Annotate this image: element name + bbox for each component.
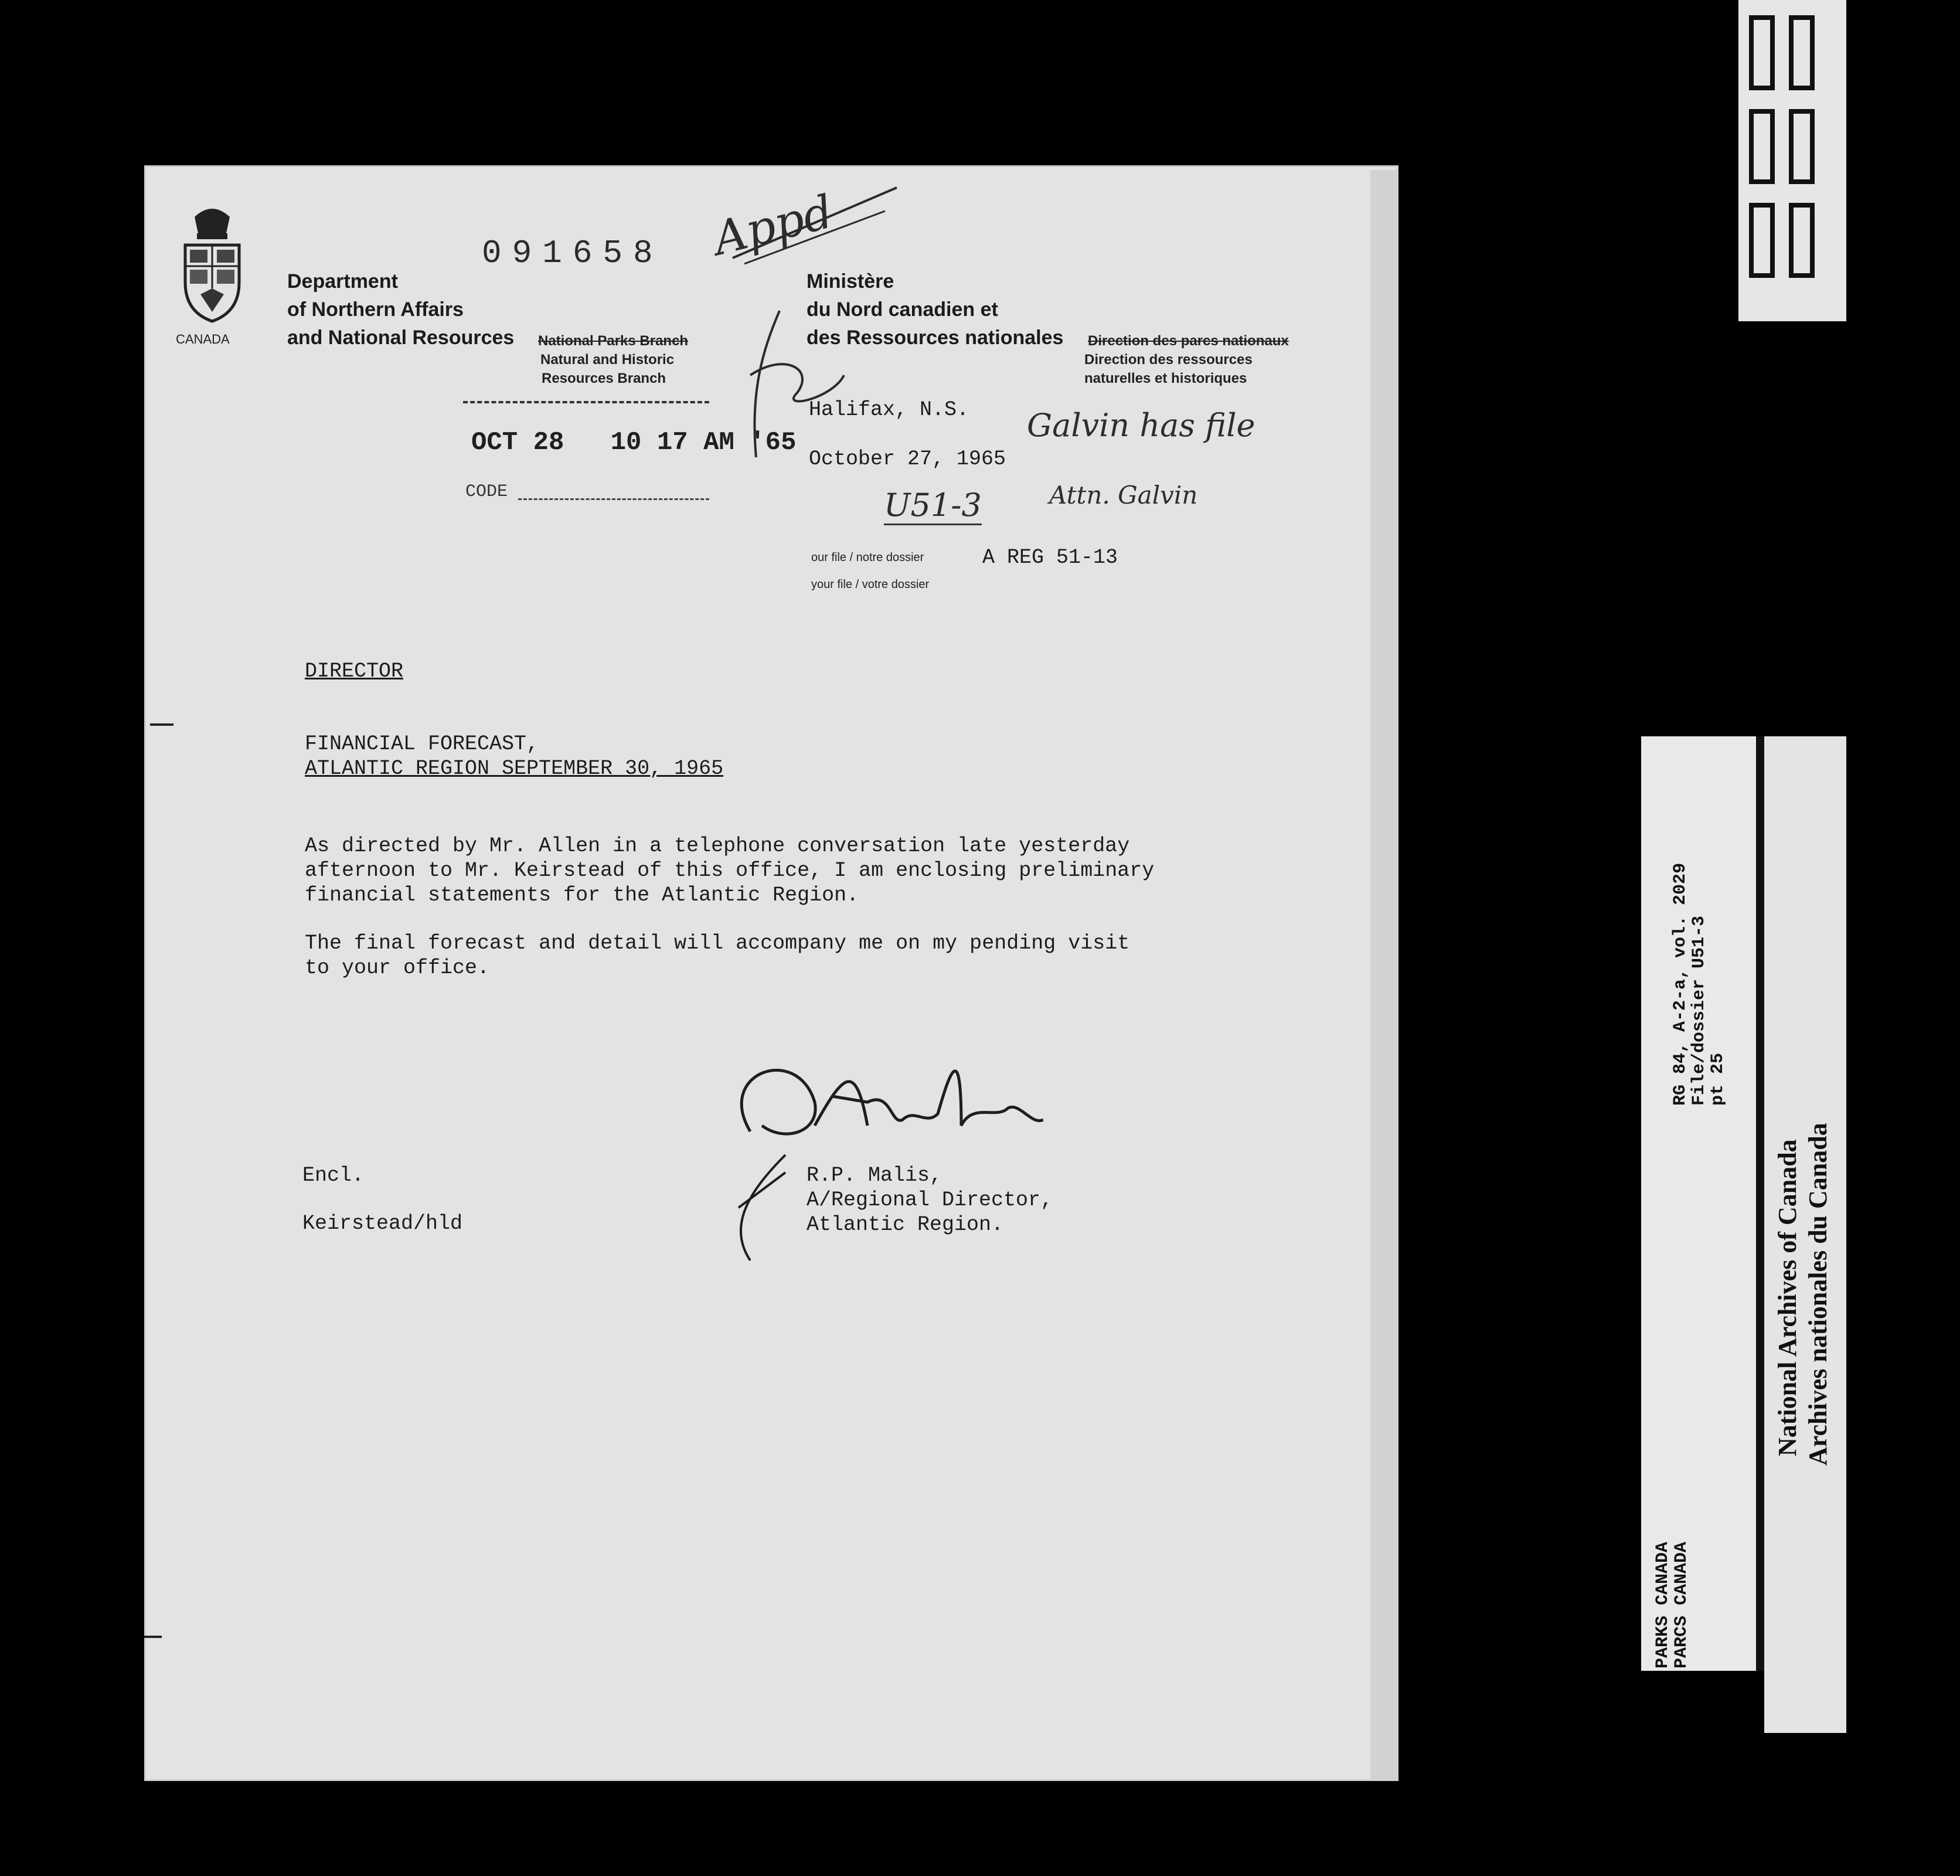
letterhead-en-line3: and National Resources <box>287 327 515 349</box>
stamp-dashed-line <box>463 401 709 403</box>
handwritten-scribble <box>727 176 903 270</box>
letterhead-fr-line1: Ministère <box>807 270 894 293</box>
frame-mark-strip <box>1738 0 1846 321</box>
margin-tick-top <box>150 723 173 726</box>
letterhead-fr-line3: des Ressources nationales <box>807 327 1064 349</box>
signer-name: R.P. Malis, <box>807 1164 942 1187</box>
en-branch-line2: Resources Branch <box>542 371 666 386</box>
addressee: DIRECTOR <box>305 660 404 683</box>
our-file-label: our file / notre dossier <box>811 551 924 564</box>
handwritten-file-number: U51-3 <box>884 487 982 525</box>
signer-title: A/Regional Director, <box>807 1188 1053 1212</box>
archive-parks-fr: PARCS CANADA <box>1672 1541 1692 1668</box>
stamp-number: 091658 <box>482 235 663 272</box>
subject-line1: FINANCIAL FORECAST, <box>305 732 539 756</box>
margin-tick-bottom <box>144 1636 162 1638</box>
fr-branch-line1: Direction des ressources <box>1084 352 1253 368</box>
stamp-received-date: OCT 28 10 17 AM '65 <box>471 428 797 457</box>
fr-branch-struck: Direction des parcs nationaux <box>1088 333 1289 349</box>
en-branch-struck: National Parks Branch <box>538 333 689 349</box>
signer-region: Atlantic Region. <box>807 1213 1004 1236</box>
body-p2-line2: to your office. <box>305 956 490 980</box>
body-p1-line3: financial statements for the Atlantic Region. <box>305 883 859 907</box>
archive-parks-en: PARKS CANADA <box>1653 1541 1673 1668</box>
fr-branch-line2: naturelles et historiques <box>1084 371 1247 386</box>
body-p1-line1: As directed by Mr. Allen in a telephone conversation late yesterday <box>305 834 1130 858</box>
body-p1-line2: afternoon to Mr. Keirstead of this office, I am enclosing preliminary <box>305 859 1155 882</box>
archive-label-strip <box>1641 736 1756 1671</box>
handwritten-attn-note: Attn. Galvin <box>1049 481 1198 509</box>
letter-date: October 27, 1965 <box>809 447 1006 471</box>
reference-initials: Keirstead/hld <box>302 1212 463 1235</box>
letterhead-fr-line2: du Nord canadien et <box>807 298 998 321</box>
letterhead-en-line2: of Northern Affairs <box>287 298 464 321</box>
page-edge <box>1370 170 1398 1781</box>
coat-of-arms-icon <box>177 200 247 329</box>
handwritten-file-note: Galvin has file <box>1027 407 1255 444</box>
letterhead-en-line1: Department <box>287 270 398 293</box>
archive-ref-3: pt 25 <box>1708 1052 1728 1106</box>
handwritten-initials <box>715 305 856 469</box>
place: Halifax, N.S. <box>809 398 969 422</box>
your-file-label: your file / votre dossier <box>811 578 930 591</box>
archive-strip-divider <box>1756 736 1764 1671</box>
stamp-code-label: CODE <box>465 482 508 502</box>
subject-line2: ATLANTIC REGION SEPTEMBER 30, 1965 <box>305 757 724 780</box>
stamp-code-line <box>518 498 709 500</box>
handwritten-top-note: Appd <box>708 185 838 266</box>
archive-ref-2: File/dossier U51-3 <box>1689 915 1709 1106</box>
archives-name-en: National Archives of Canada <box>1773 1139 1802 1456</box>
archives-name-fr: Archives nationales du Canada <box>1804 1123 1832 1466</box>
enclosure: Encl. <box>302 1164 365 1187</box>
country-label: CANADA <box>176 332 230 346</box>
body-p2-line1: The final forecast and detail will accompany me on my pending visit <box>305 932 1130 955</box>
en-branch-line1: Natural and Historic <box>540 352 675 368</box>
archive-ref-1: RG 84, A-2-a, vol. 2029 <box>1670 862 1690 1106</box>
our-file-value: A REG 51-13 <box>982 546 1118 569</box>
